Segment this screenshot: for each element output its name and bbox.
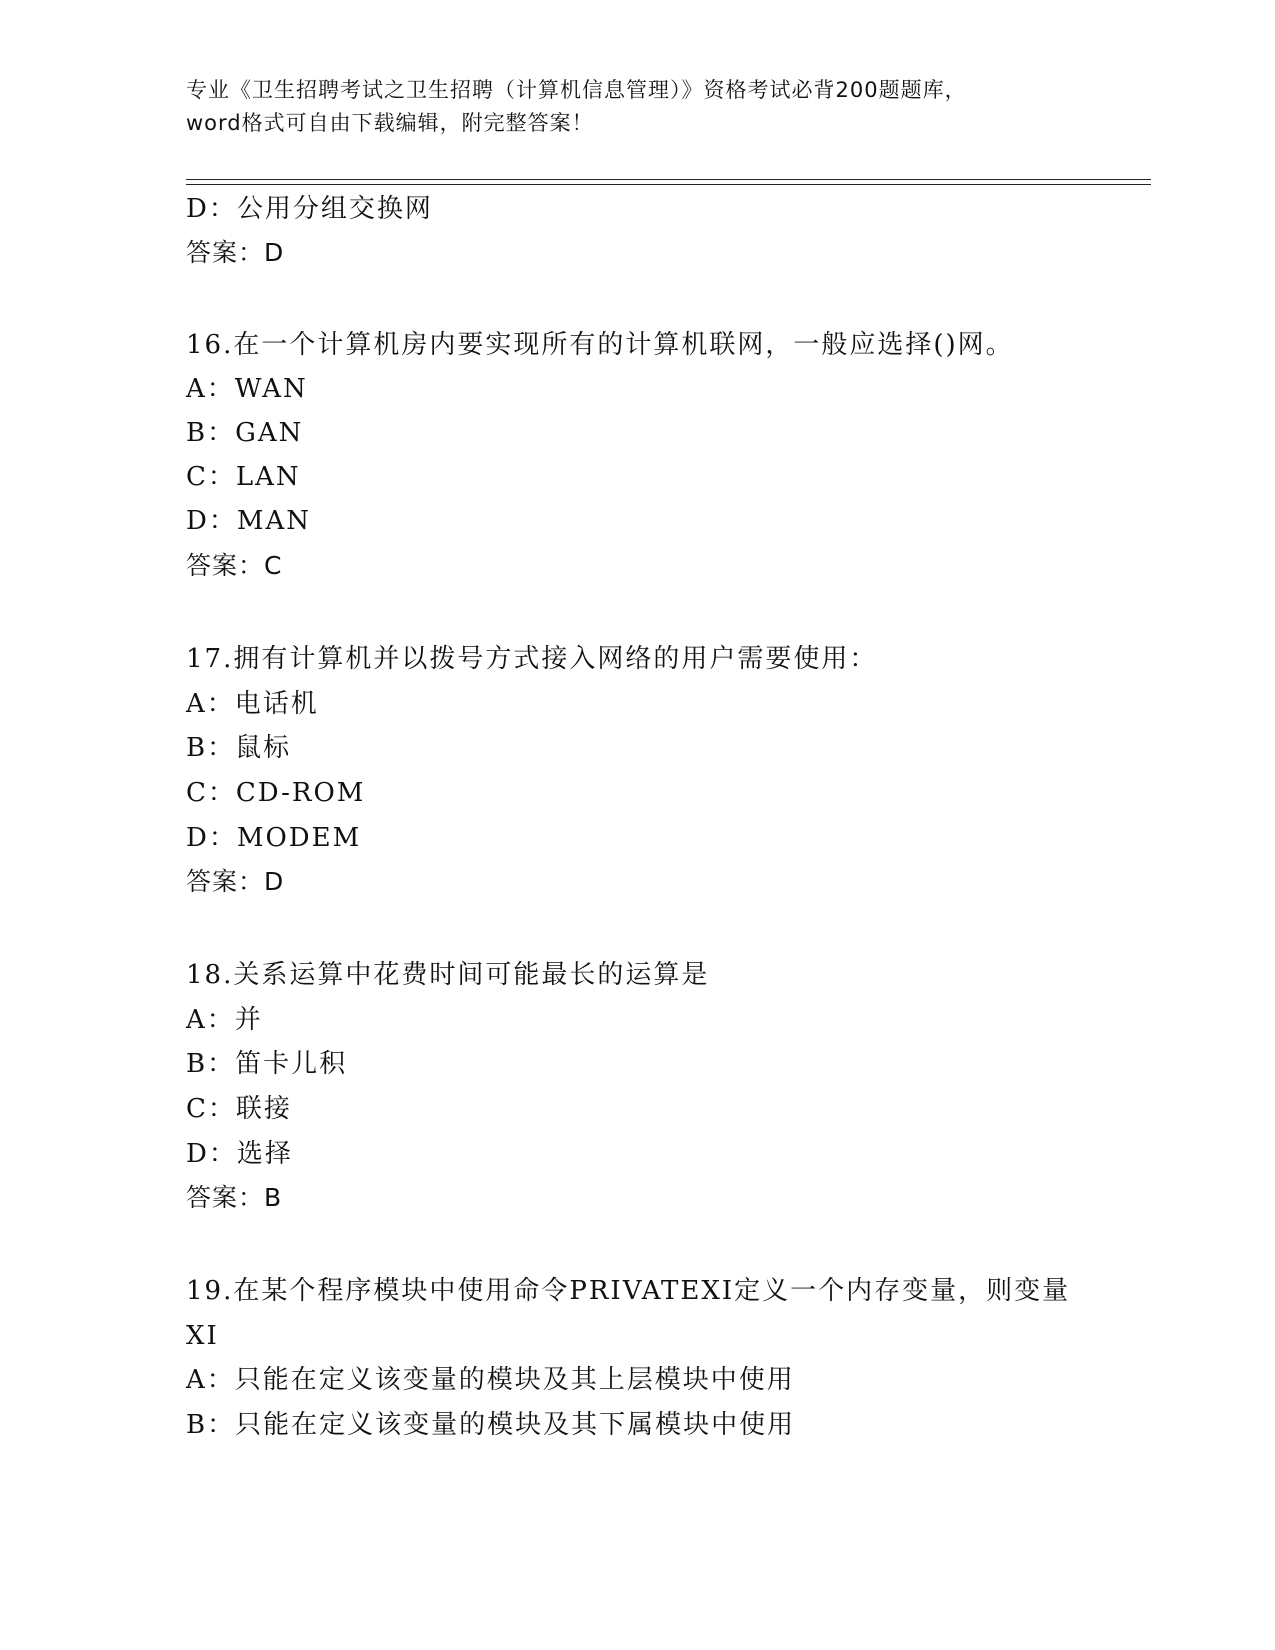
q18-answer: 答案：B xyxy=(186,1183,283,1212)
q16-option-b: B：GAN xyxy=(186,418,304,448)
q19-option-b: B：只能在定义该变量的模块及其下属模块中使用 xyxy=(186,1410,796,1440)
prev-answer: 答案：D xyxy=(186,238,285,267)
q19-question-line-1: 19.在某个程序模块中使用命令PRIVATEXI定义一个内存变量，则变量 xyxy=(186,1276,1071,1306)
prev-option-d: D：公用分组交换网 xyxy=(186,194,433,224)
q18-option-b: B：笛卡儿积 xyxy=(186,1049,348,1079)
q17-answer: 答案：D xyxy=(186,867,285,896)
q19-question-line-2: XI xyxy=(186,1321,219,1351)
header-line-1: 专业《卫生招聘考试之卫生招聘（计算机信息管理）》资格考试必背200题题库， xyxy=(186,78,967,102)
header-divider-top xyxy=(186,179,1151,180)
document-header xyxy=(186,74,1086,140)
q16-option-c: C：LAN xyxy=(186,462,301,492)
q17-option-b: B：鼠标 xyxy=(186,733,292,763)
q16-answer: 答案：C xyxy=(186,551,283,580)
q17-option-d: D：MODEM xyxy=(186,823,362,853)
header-divider-bottom xyxy=(186,184,1151,185)
q18-option-d: D：选择 xyxy=(186,1139,293,1169)
header-line-2: word格式可自由下载编辑，附完整答案！ xyxy=(186,111,594,135)
q18-option-c: C：联接 xyxy=(186,1094,292,1124)
q18-question: 18.关系运算中花费时间可能最长的运算是 xyxy=(186,960,710,990)
q18-option-a: A：并 xyxy=(186,1005,263,1035)
q17-option-a: A：电话机 xyxy=(186,689,319,719)
q17-question: 17.拥有计算机并以拨号方式接入网络的用户需要使用： xyxy=(186,644,878,674)
q16-option-d: D：MAN xyxy=(186,506,311,536)
q17-option-c: C：CD-ROM xyxy=(186,778,366,808)
q16-option-a: A：WAN xyxy=(186,374,308,404)
q19-option-a: A：只能在定义该变量的模块及其上层模块中使用 xyxy=(186,1365,795,1395)
q16-question: 16.在一个计算机房内要实现所有的计算机联网，一般应选择()网。 xyxy=(186,330,1014,360)
